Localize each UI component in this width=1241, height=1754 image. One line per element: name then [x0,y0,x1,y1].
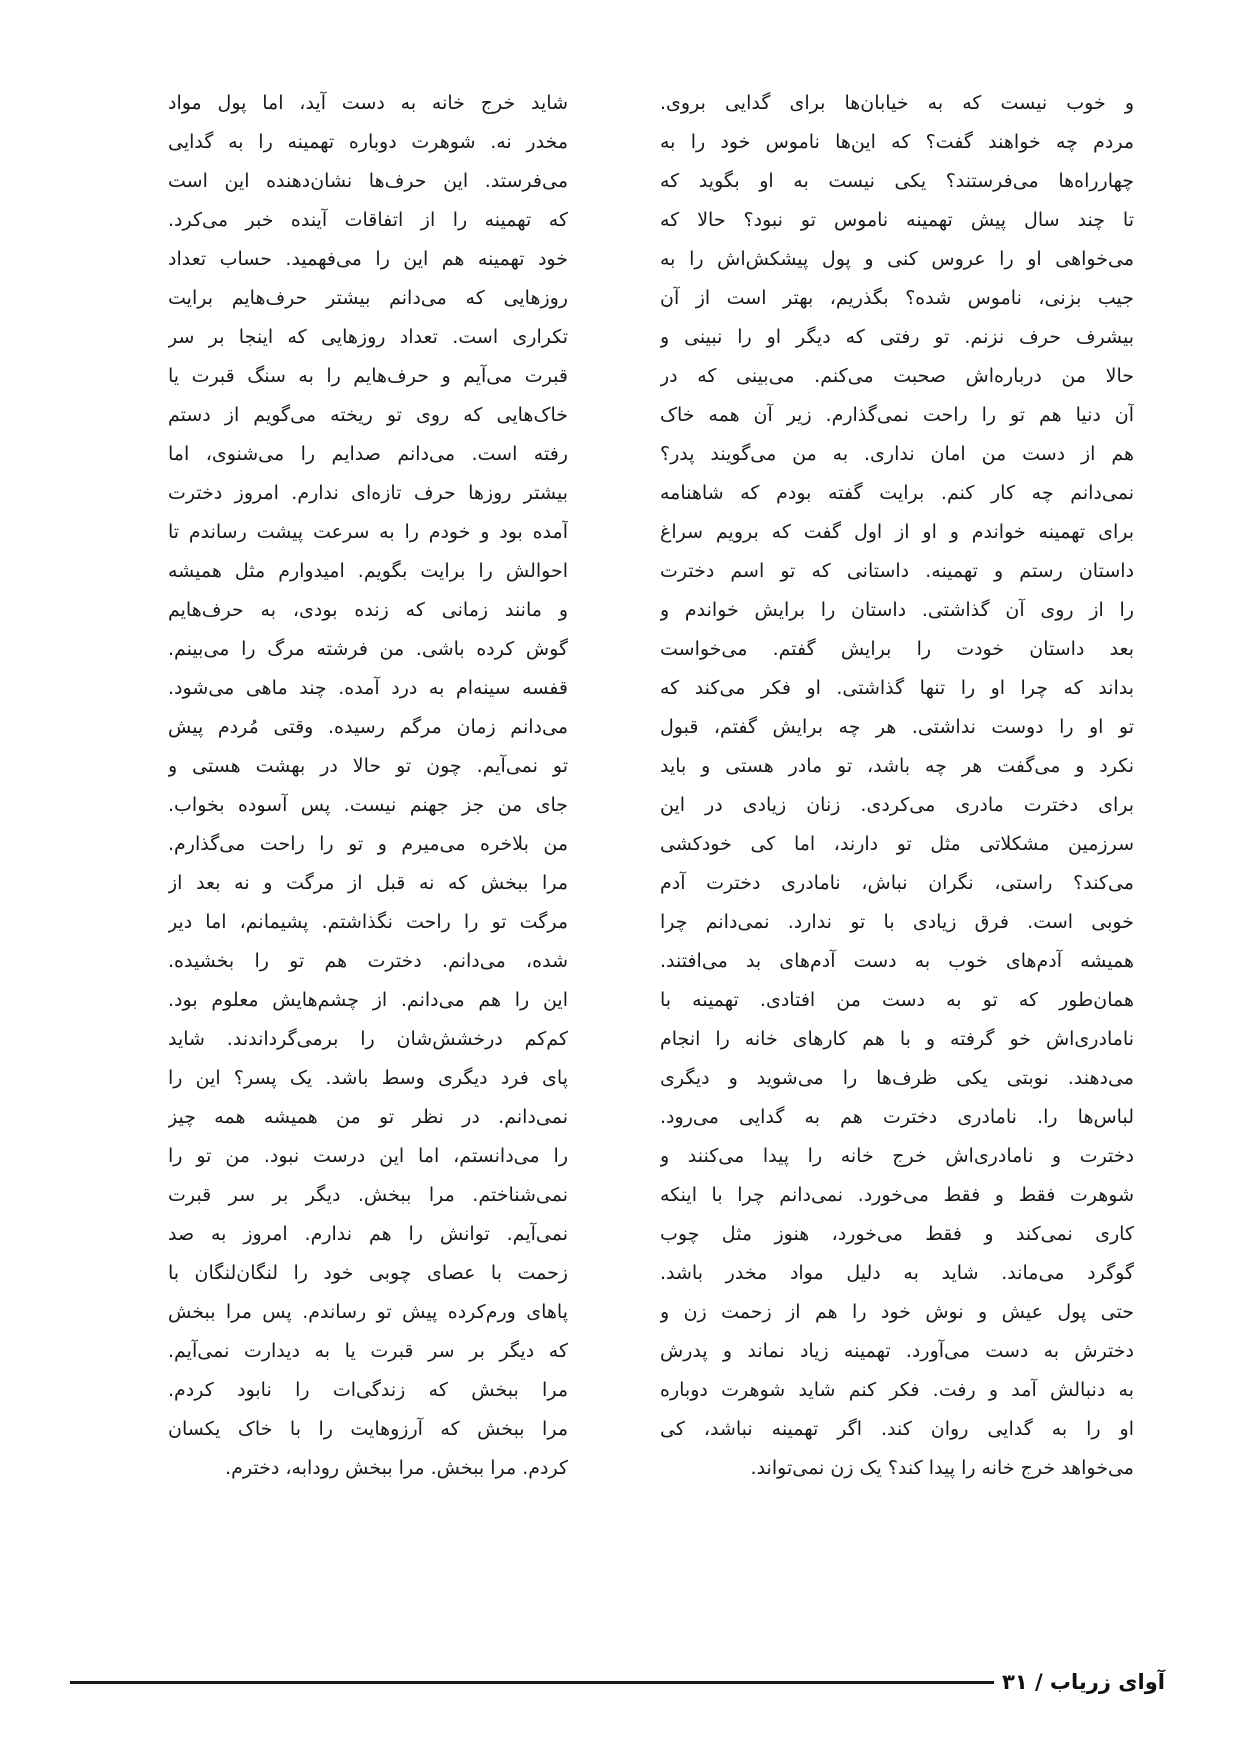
text-line: نامادری‌اش خو گرفته و با هم کارهای خانه را انجام [660,1028,1134,1050]
text-line: همان‌طور که تو به دست من افتادی. تهمینه با [660,989,1134,1011]
text-line: می‌خواهد خرج خانه را پیدا کند؟ یک زن نمی‌تواند. [750,1457,1134,1479]
text-line: خاک‌هایی که روی تو ریخته می‌گویم از دستم [168,404,568,426]
text-line: هم از دست من امان نداری. به من می‌گویند پدر؟ [660,443,1134,465]
text-line: آن دنیا هم تو را راحت نمی‌گذارم. زیر آن همه خاک [660,404,1134,426]
text-line: و مانند زمانی که زنده بودی، به حرف‌هایم [168,599,568,621]
left-text-column [168,84,568,1488]
text-line: مخدر نه. شوهرت دوباره تهمینه را به گدایی [168,131,568,153]
text-line: نمی‌آیم. توانش را هم ندارم. امروز به صد [168,1223,568,1245]
text-line: می‌دانم زمان مرگم رسیده. وقتی مُردم پیش [168,716,568,738]
text-line: پاهای ورم‌کرده پیش تو رساندم. پس مرا ببخش [168,1301,568,1323]
text-line: قفسه سینه‌ام به درد آمده. چند ماهی می‌شود. [168,677,568,699]
text-line: مرا ببخش که زندگی‌ات را نابود کردم. [168,1379,568,1401]
text-line: خوبی است. فرق زیادی با تو ندارد. نمی‌دانم چرا [660,911,1134,933]
text-line: آمده بود و خودم را به سرعت پیشت رساندم تا [168,521,568,543]
text-line: چهارراه‌ها می‌فرستند؟ یکی نیست به او بگوید که [660,170,1134,192]
text-line: بیشرف حرف نزنم. تو رفتی که دیگر او را نبینی و [660,326,1134,348]
text-line: بیشتر روزها حرف تازه‌ای ندارم. امروز دخترت [168,482,568,504]
footer-rule [70,1681,994,1684]
text-line: که دیگر بر سر قبرت یا به دیدارت نمی‌آیم. [168,1340,568,1362]
text-line: گوگرد می‌ماند. شاید به دلیل مواد مخدر باشد. [660,1262,1134,1284]
text-line: این را هم می‌دانم. از چشم‌هایش معلوم بود. [168,989,568,1011]
text-line: می‌دهند. نوبتی یکی ظرف‌ها را می‌شوید و دیگری [660,1067,1134,1089]
text-line: به دنبالش آمد و رفت. فکر کنم شاید شوهرت دوباره [660,1379,1134,1401]
text-line: جای من جز جهنم نیست. پس آسوده بخواب. [168,794,568,816]
text-line: لباس‌ها را. نامادری دخترت هم به گدایی می‌رود. [660,1106,1134,1128]
text-line: شوهرت فقط و فقط می‌خورد. نمی‌دانم چرا با اینکه [660,1184,1134,1206]
page-footer [70,1662,1165,1702]
text-line: نمی‌دانم. در نظر تو من همیشه همه چیز [168,1106,568,1128]
text-line: من بلاخره می‌میرم و تو را راحت می‌گذارم. [168,833,568,855]
text-line: پای فرد دیگری وسط باشد. یک پسر؟ این را [168,1067,568,1089]
text-line: تا چند سال پیش تهمینه ناموس تو نبود؟ حالا که [660,209,1134,231]
text-line: حالا من درباره‌اش صحبت می‌کنم. می‌بینی که در [660,365,1134,387]
text-line: کردم. مرا ببخش. مرا ببخش رودابه، دخترم. [225,1457,568,1479]
text-line: مردم چه خواهند گفت؟ که این‌ها ناموس خود را به [660,131,1134,153]
text-line: نمی‌دانم چه کار کنم. برایت گفته بودم که شاهنامه [660,482,1134,504]
text-line: را از روی آن گذاشتی. داستان را برایش خواندم و [660,599,1134,621]
text-line: برای دخترت مادری می‌کردی. زنان زیادی در این [660,794,1134,816]
text-line: رفته است. می‌دانم صدایم را می‌شنوی، اما [168,443,568,465]
text-line: نمی‌شناختم. مرا ببخش. دیگر بر سر قبرت [168,1184,568,1206]
text-line: نکرد و می‌گفت هر چه باشد، تو مادر هستی و باید [660,755,1134,777]
text-line: می‌فرستد. این حرف‌ها نشان‌دهنده این است [168,170,568,192]
text-line: کاری نمی‌کند و فقط می‌خورد، هنوز مثل چوب [660,1223,1134,1245]
text-line: را می‌دانستم، اما این درست نبود. من تو را [168,1145,568,1167]
text-line: بداند که چرا او را تنها گذاشتی. او فکر می‌کند که [660,677,1134,699]
text-line: او را به گدایی روان کند. اگر تهمینه نباشد، کی [660,1418,1134,1440]
text-line: تکراری است. تعداد روزهایی که اینجا بر سر [168,326,568,348]
text-line: حتی پول عیش و نوش خود را هم از زحمت زن و [660,1301,1134,1323]
text-line: گوش کرده باشی. من فرشته مرگ را می‌بینم. [168,638,568,660]
text-line: دخترش به دست می‌آورد. تهمینه زیاد نماند و پدرش [660,1340,1134,1362]
text-line: که تهمینه را از اتفاقات آینده خبر می‌کرد. [168,209,568,231]
text-line: همیشه آدم‌های خوب به دست آدم‌های بد می‌افتند. [660,950,1134,972]
text-line: و خوب نیست که به خیابان‌ها برای گدایی بروی. [660,92,1134,114]
text-line: داستان رستم و تهمینه. داستانی که تو اسم دخترت [660,560,1134,582]
footer-magazine-label: آوای زریاب / ۳۱ [1002,1670,1165,1694]
text-line: کم‌کم درخشش‌شان را برمی‌گرداندند. شاید [168,1028,568,1050]
text-line: قبرت می‌آیم و حرف‌هایم را به سنگ قبرت یا [168,365,568,387]
text-line: خود تهمینه هم این را می‌فهمید. حساب تعداد [168,248,568,270]
text-line: دخترت و نامادری‌اش خرج خانه را پیدا می‌کنند و [660,1145,1134,1167]
text-line: احوالش را برایت بگویم. امیدوارم مثل همیشه [168,560,568,582]
text-line: بعد داستان خودت را برایش گفتم. می‌خواست [660,638,1134,660]
text-line: برای تهمینه خواندم و او از اول گفت که برویم سراغ [660,521,1134,543]
text-line: شده، می‌دانم. دخترت هم تو را بخشیده. [168,950,568,972]
text-line: می‌خواهی او را عروس کنی و پول پیشکش‌اش را به [660,248,1134,270]
text-line: مرا ببخش که نه قبل از مرگت و نه بعد از [168,872,568,894]
text-line: جیب بزنی، ناموس شده؟ بگذریم، بهتر است از آن [660,287,1134,309]
text-line: روزهایی که می‌دانم بیشتر حرف‌هایم برایت [168,287,568,309]
text-line: می‌کند؟ راستی، نگران نباش، نامادری دخترت آدم [660,872,1134,894]
right-text-column [660,84,1134,1488]
text-line: شاید خرج خانه به دست آید، اما پول مواد [168,92,568,114]
text-line: مرا ببخش که آرزوهایت را با خاک یکسان [168,1418,568,1440]
text-line: سرزمین مشکلاتی مثل تو دارند، اما کی خودکشی [660,833,1134,855]
text-line: زحمت با عصای چوبی خود را لنگان‌لنگان با [168,1262,568,1284]
text-line: تو او را دوست نداشتی. هر چه برایش گفتم، قبول [660,716,1134,738]
text-line: مرگت تو را راحت نگذاشتم. پشیمانم، اما دیر [168,911,568,933]
text-line: تو نمی‌آیم. چون تو حالا در بهشت هستی و [168,755,568,777]
